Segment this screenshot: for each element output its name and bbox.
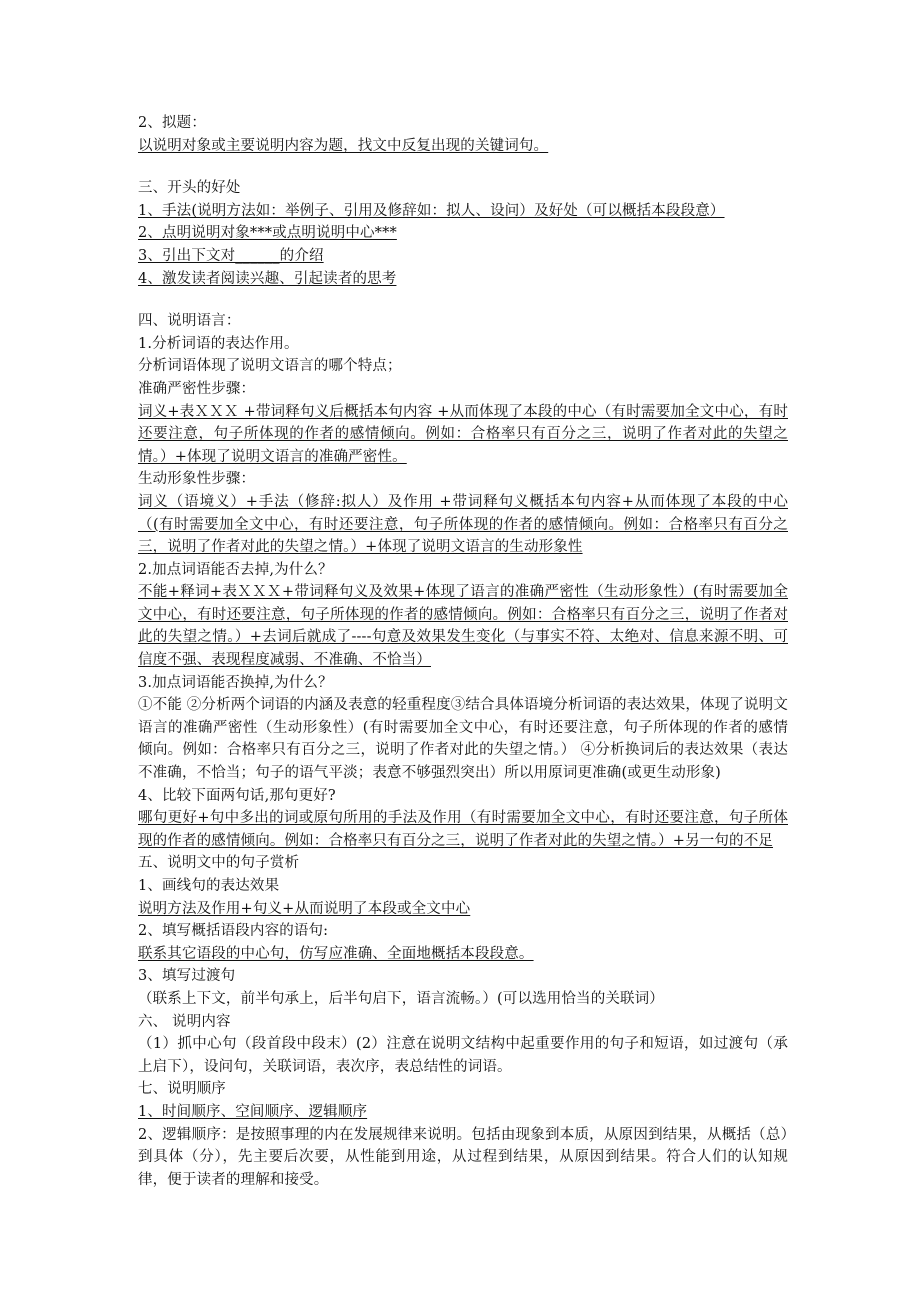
answer-text: 词义+表ＸＸＸ +带词释句义后概括本句内容 +从而体现了本段的中心（有时需要加全文中心，有时还要注意，句子所体现的作者的感情倾向。例如：合格率只有百分之三，说明了作者对此的失望之情。）+体现了说明文语言的准确严密性。 [138, 403, 788, 465]
answer-text: ①不能 ②分析两个词语的内涵及表意的轻重程度③结合具体语境分析词语的表达效果，体现了说明文语言的准确严密性（生动形象性）(有时需要加全文中心，有时还要注意，句子所体现的作者的感情倾向。例如：合格率只有百分之三，说明了作者对此的失望之情。） ④分析换词后的表达效果（表达不准确，不恰当；句子的语气平淡；表意不够强烈突出）所以用原词更准确(或更生动形象) [138, 697, 788, 782]
list-item: 3、引出下文对______的介绍 [138, 247, 324, 264]
section-heading: 七、说明顺序 [138, 1081, 226, 1098]
answer-text: 联系其它语段的中心句，仿写应准确、全面地概括本段段意。 [138, 945, 534, 962]
item-title: 3、填写过渡句 [138, 968, 236, 985]
question-title: 3.加点词语能否换掉,为什么？ [138, 674, 333, 691]
question-title: 4、比较下面两句话,那句更好? [138, 787, 336, 804]
spacer [138, 290, 788, 310]
item-title: 2、填写概括语段内容的语句: [138, 923, 329, 940]
list-item: 1、手法(说明方法如：举例子、引用及修辞如：拟人、设问）及好处（可以概括本段段意） [138, 202, 725, 219]
body-text: 2、逻辑顺序：是按照事理的内在发展规律来说明。包括由现象到本质，从原因到结果，从概括（总）到具体（分），先主要后次要，从性能到用途，从过程到结果，从原因到结果。符合人们的认知规律，便于读者的理解和接受。 [138, 1126, 788, 1188]
question-title: 2.加点词语能否去掉,为什么？ [138, 561, 333, 578]
answer-text: 哪句更好+句中多出的词或原句所用的手法及作用（有时需要加全文中心，有时还要注意，句子所体现的作者的感情倾向。例如：合格率只有百分之三，说明了作者对此的失望之情。）+另一句的不足 [138, 810, 788, 849]
answer-text: 词义（语境义）+手法（修辞:拟人）及作用 +带词释句义概括本句内容+从而体现了本段的中心（(有时需要加全文中心，有时还要注意，句子所体现的作者的感情倾向。例如：合格率只有百分之三，说明了作者对此的失望之情。）+体现了说明文语言的生动形象性 [138, 493, 788, 556]
answer-text: 说明方法及作用+句义+从而说明了本段或全文中心 [138, 900, 471, 917]
section-heading: 四、说明语言： [138, 313, 241, 330]
list-item: 1、时间顺序、空间顺序、逻辑顺序 [138, 1103, 368, 1120]
body-text: 以说明对象或主要说明内容为题，找文中反复出现的关键词句。 [138, 137, 549, 154]
question-subtitle: 分析词语体现了说明文语言的哪个特点； [138, 358, 402, 375]
section-heading: 六、 说明内容 [138, 1013, 231, 1030]
section-heading: 2、拟题： [138, 115, 206, 131]
step-title: 生动形象性步骤： [138, 471, 256, 488]
item-title: 1、画线句的表达效果 [138, 878, 280, 894]
answer-text: 不能+释词+表ＸＸＸ+带词释句义及效果+体现了语言的准确严密性（生动形象性）(有时需要加全文中心，有时还要注意，句子所体现的作者的感情倾向。例如：合格率只有百分之三，说明了作者对此的失望之情。）+去词后就成了----句意及效果发生变化（与事实不符、太绝对、信息来源不明、可信度不强、表现程度减弱、不准确、不恰当） [138, 584, 788, 669]
answer-text: （联系上下文，前半句承上，后半句启下，语言流畅。）(可以选用恰当的关联词） [138, 990, 664, 1007]
section-heading: 五、说明文中的句子赏析 [138, 855, 300, 872]
question-title: 1.分析词语的表达作用。 [138, 335, 299, 352]
spacer [138, 157, 788, 177]
section-heading: 三、开头的好处 [138, 180, 241, 197]
list-item: 2、点明说明对象***或点明说明中心*** [138, 225, 397, 242]
step-title: 准确严密性步骤： [138, 380, 256, 397]
body-text: （1）抓中心句（段首段中段末）(2）注意在说明文结构中起重要作用的句子和短语，如过渡句（承上启下），设问句，关联词语，表次序，表总结性的词语。 [138, 1036, 788, 1075]
list-item: 4、激发读者阅读兴趣、引起读者的思考 [138, 270, 397, 287]
document-page [138, 112, 788, 1191]
